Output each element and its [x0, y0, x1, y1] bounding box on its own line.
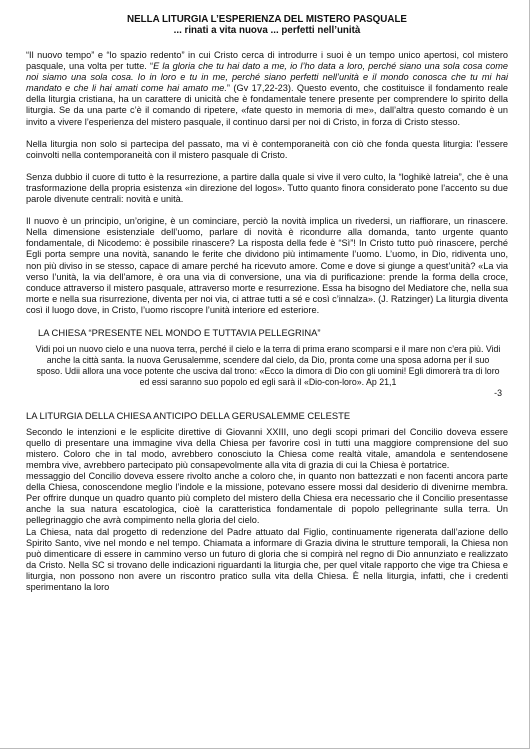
gospel-quote: E la gloria che tu hai dato a me, io l’ho data a loro, perché siano una sola cosa come noi siamo una sola cosa. Io in loro e tu in me, perché siano perfetti nell’unità e il mondo conosca che tu mi hai mandato e che li hai amati come hai amato me. [26, 61, 508, 94]
intro-paragraph-4: Il nuovo è un principio, un’origine, è un cominciare, perciò la novità implica un rivedersi, un riaffiorare, un rinascere. Nella dimensione esistenziale dell’uomo, parlare di novità è ricondurre alla domanda, tanto urgente quanto fondamentale, di Nicodemo: è possibile rinascere? La risposta della fede è “Sì”! In Cristo tutto può rinascere, perché Egli porta sempre una novità, sanando le ferite che dividono più intimamente l’uomo. L’uomo, in Dio, ridiventa uno, non più diviso in se stesso, capace di amare perché ha ricevuto amore. Come e dove si giunge a quest’unità? «La via verso l’unità, la via dell’amore, è ora una via di conversione, una via di purificazione: prende la forma della croce, conduce attraverso il mistero pasquale, attraverso morte e resurrezione. Essa ha bisogno del Mediatore che, nella sua morte e nella sua risurrezione, diventa per noi via, ci attrae tutti a sé e così c’innalza». (J. Ratzinger) La liturgia diventa così il luogo dove, in Cristo, l’uomo riscopre l’unità interiore ed esteriore. [26, 216, 508, 315]
intro-paragraph-1 [26, 50, 508, 128]
apocalypse-quote-ref: -3 [494, 387, 502, 398]
apocalypse-quote [26, 344, 508, 399]
intro-paragraph-2: Nella liturgia non solo si partecipa del passato, ma vi è contemporaneità con ciò che fonda questa liturgia: l’essere coinvolti nella contemporaneità con il mistero pasquale di Cristo. [26, 138, 508, 160]
document-body [26, 14, 508, 593]
liturgy-paragraph-2: messaggio del Concilio doveva essere rivolto anche a coloro che, in quanto non battezzati e non facenti ancora parte della Chiesa, conoscendone meglio l’indole e la missione, potevano essere mossi dal desiderio di divenirne membra. Per offrire dunque un quadro quanto più completo del mistero della Chiesa era necessario che il Concilio presentasse anche la sua natura escatologica, cioè la caratteristica fondamentale di popolo pellegrinante sulla terra. Un pellegrinaggio che avrà compimento nella gloria del cielo. [26, 471, 508, 526]
intro-paragraph-3: Senza dubbio il cuore di tutto è la resurrezione, a partire dalla quale si vive il vero culto, la “loghikè latreia”, che è una trasformazione della propria esistenza «in direzione del logos». Tutto quanto finora considerato pone l’accento su due parole divenute centrali: novità e unità. [26, 171, 508, 205]
apocalypse-quote-text: Vidi poi un nuovo cielo e una nuova terra, perché il cielo e la terra di prima erano scomparsi e il mare non c’era più. Vidi anche la città santa. la nuova Gerusalemme, scendere dal cielo, da Dio, pronta come una sposa adorna per il suo sposo. Udii allora una voce potente che usciva dal trono: «Ecco la dimora di Dio con gli uomini! Egli dimorerà tra di loro ed essi saranno suo popolo ed egli sarà il «Dio-con-loro». Ap 21,1 [35, 344, 501, 387]
document-title: NELLA LITURGIA L’ESPERIENZA DEL MISTERO PASQUALE [127, 14, 407, 25]
liturgy-paragraph-3: La Chiesa, nata dal progetto di redenzione del Padre attuato dal Figlio, continuamente rigenerata dall’azione dello Spirito Santo, vive nel mondo e nel tempo. Chiamata a informare di Grazia divina le strutture temporali, la Chiesa non può dimenticare di essere in cammino verso un futuro di gloria che si compirà nel regno di Dio annunziato e realizzato da Cristo. Nella SC si trovano delle indicazioni riguardanti la liturgia che, per quel vitale rapporto che vige tra Chiesa e liturgia, non possono non avere un riscontro pratico sulla vita della Chiesa. È nella liturgia, infatti, che i credenti sperimentano la loro [26, 526, 508, 592]
intro-p1-start: “Il nuovo tempo” e “lo spazio redento” in cui Cristo cerca di introdurre i suoi è un tempo unico apertosi, col mistero pasquale, una volta per tutte. “ [26, 50, 508, 72]
section-heading-church-pilgrim: LA CHIESA “PRESENTE NEL MONDO E TUTTAVIA PELLEGRINA” [38, 326, 321, 338]
section-heading-liturgy: LA LITURGIA DELLA CHIESA ANTICIPO DELLA GERUSALEMME CELESTE [26, 409, 351, 421]
intro-p1-end: ” (Gv 17,22-23). Questo evento, che costituisce il fondamento reale della liturgia cristiana, ha un carattere di unicità che è fondamentale tenere presente per comprendere lo spirito della liturgia. Se da una parte c’è il comando di ripetere, «fate questo in memoria di me», dall’altra questo comando è un invito a vivere l’esperienza del mistero pasquale, il continuo darsi per noi di Cristo, in forza di Cristo stesso. [26, 83, 508, 127]
liturgy-paragraph-1: Secondo le intenzioni e le esplicite direttive di Giovanni XXIII, uno degli scopi primari del Concilio doveva essere quello di presentare una immagine viva della Chiesa per favorire così in tutti una maggiore comprensione del suo mistero. Coloro che in tal modo, avrebbero conosciuto la Chiesa come realtà vitale, amandola e sentendosene membra vive, avrebbero partecipato più consapevolmente alla vita di grazia di cui la Chiesa è portatrice. [26, 426, 508, 470]
document-subtitle: ... rinati a vita nuova ... perfetti nell’unità [173, 25, 361, 36]
